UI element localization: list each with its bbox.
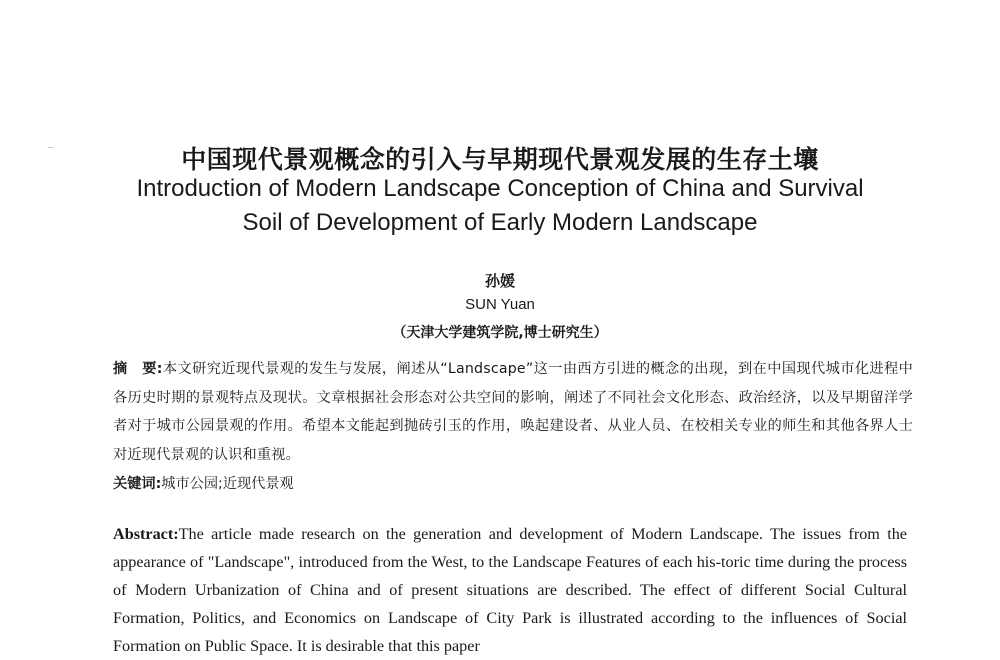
abstract-chinese [113, 355, 913, 469]
keywords [113, 470, 294, 498]
author-english: SUN Yuan [465, 296, 535, 313]
abstract-chinese-label: 摘 要: [113, 361, 163, 377]
title-english-line-2: Soil of Development of Early Modern Landscape [242, 209, 758, 236]
abstract-english [113, 520, 907, 660]
abstract-english-text: The article made research on the generation and development of Modern Landscape. The issues from the appearance of "Landscape", introduced from the West, to the Landscape Features of each his-toric time during the process of Modern Urbanization of China and of present situations are described. The effect of different Social Cultural Formation, Politics, and Economics on Landscape of City Park is illustrated according to the influences of Social Formation on Public Space. It is desirable that this paper [113, 525, 907, 655]
abstract-chinese-text: 本文研究近现代景观的发生与发展，阐述从“Landscape”这一由西方引进的概念的出现，到在中国现代城市化进程中各历史时期的景观特点及现状。文章根据社会形态对公共空间的影响，阐述了不同社会文化形态、政治经济，以及早期留洋学者对于城市公园景观的作用。希望本文能起到抛砖引玉的作用，唤起建设者、从业人员、在校相关专业的师生和其他各界人士对近现代景观的认识和重视。 [113, 361, 913, 463]
keywords-text: 城市公园;近现代景观 [161, 476, 294, 492]
title-chinese: 中国现代景观概念的引入与早期现代景观发展的生存土壤 [181, 145, 819, 174]
keywords-label: 关键词: [113, 476, 162, 492]
author-chinese: 孙媛 [484, 272, 515, 290]
author-affiliation: （天津大学建筑学院,博士研究生） [392, 325, 608, 341]
abstract-english-label: Abstract: [113, 525, 179, 543]
title-english-line-1: Introduction of Modern Landscape Conception of China and Survival [136, 175, 864, 202]
